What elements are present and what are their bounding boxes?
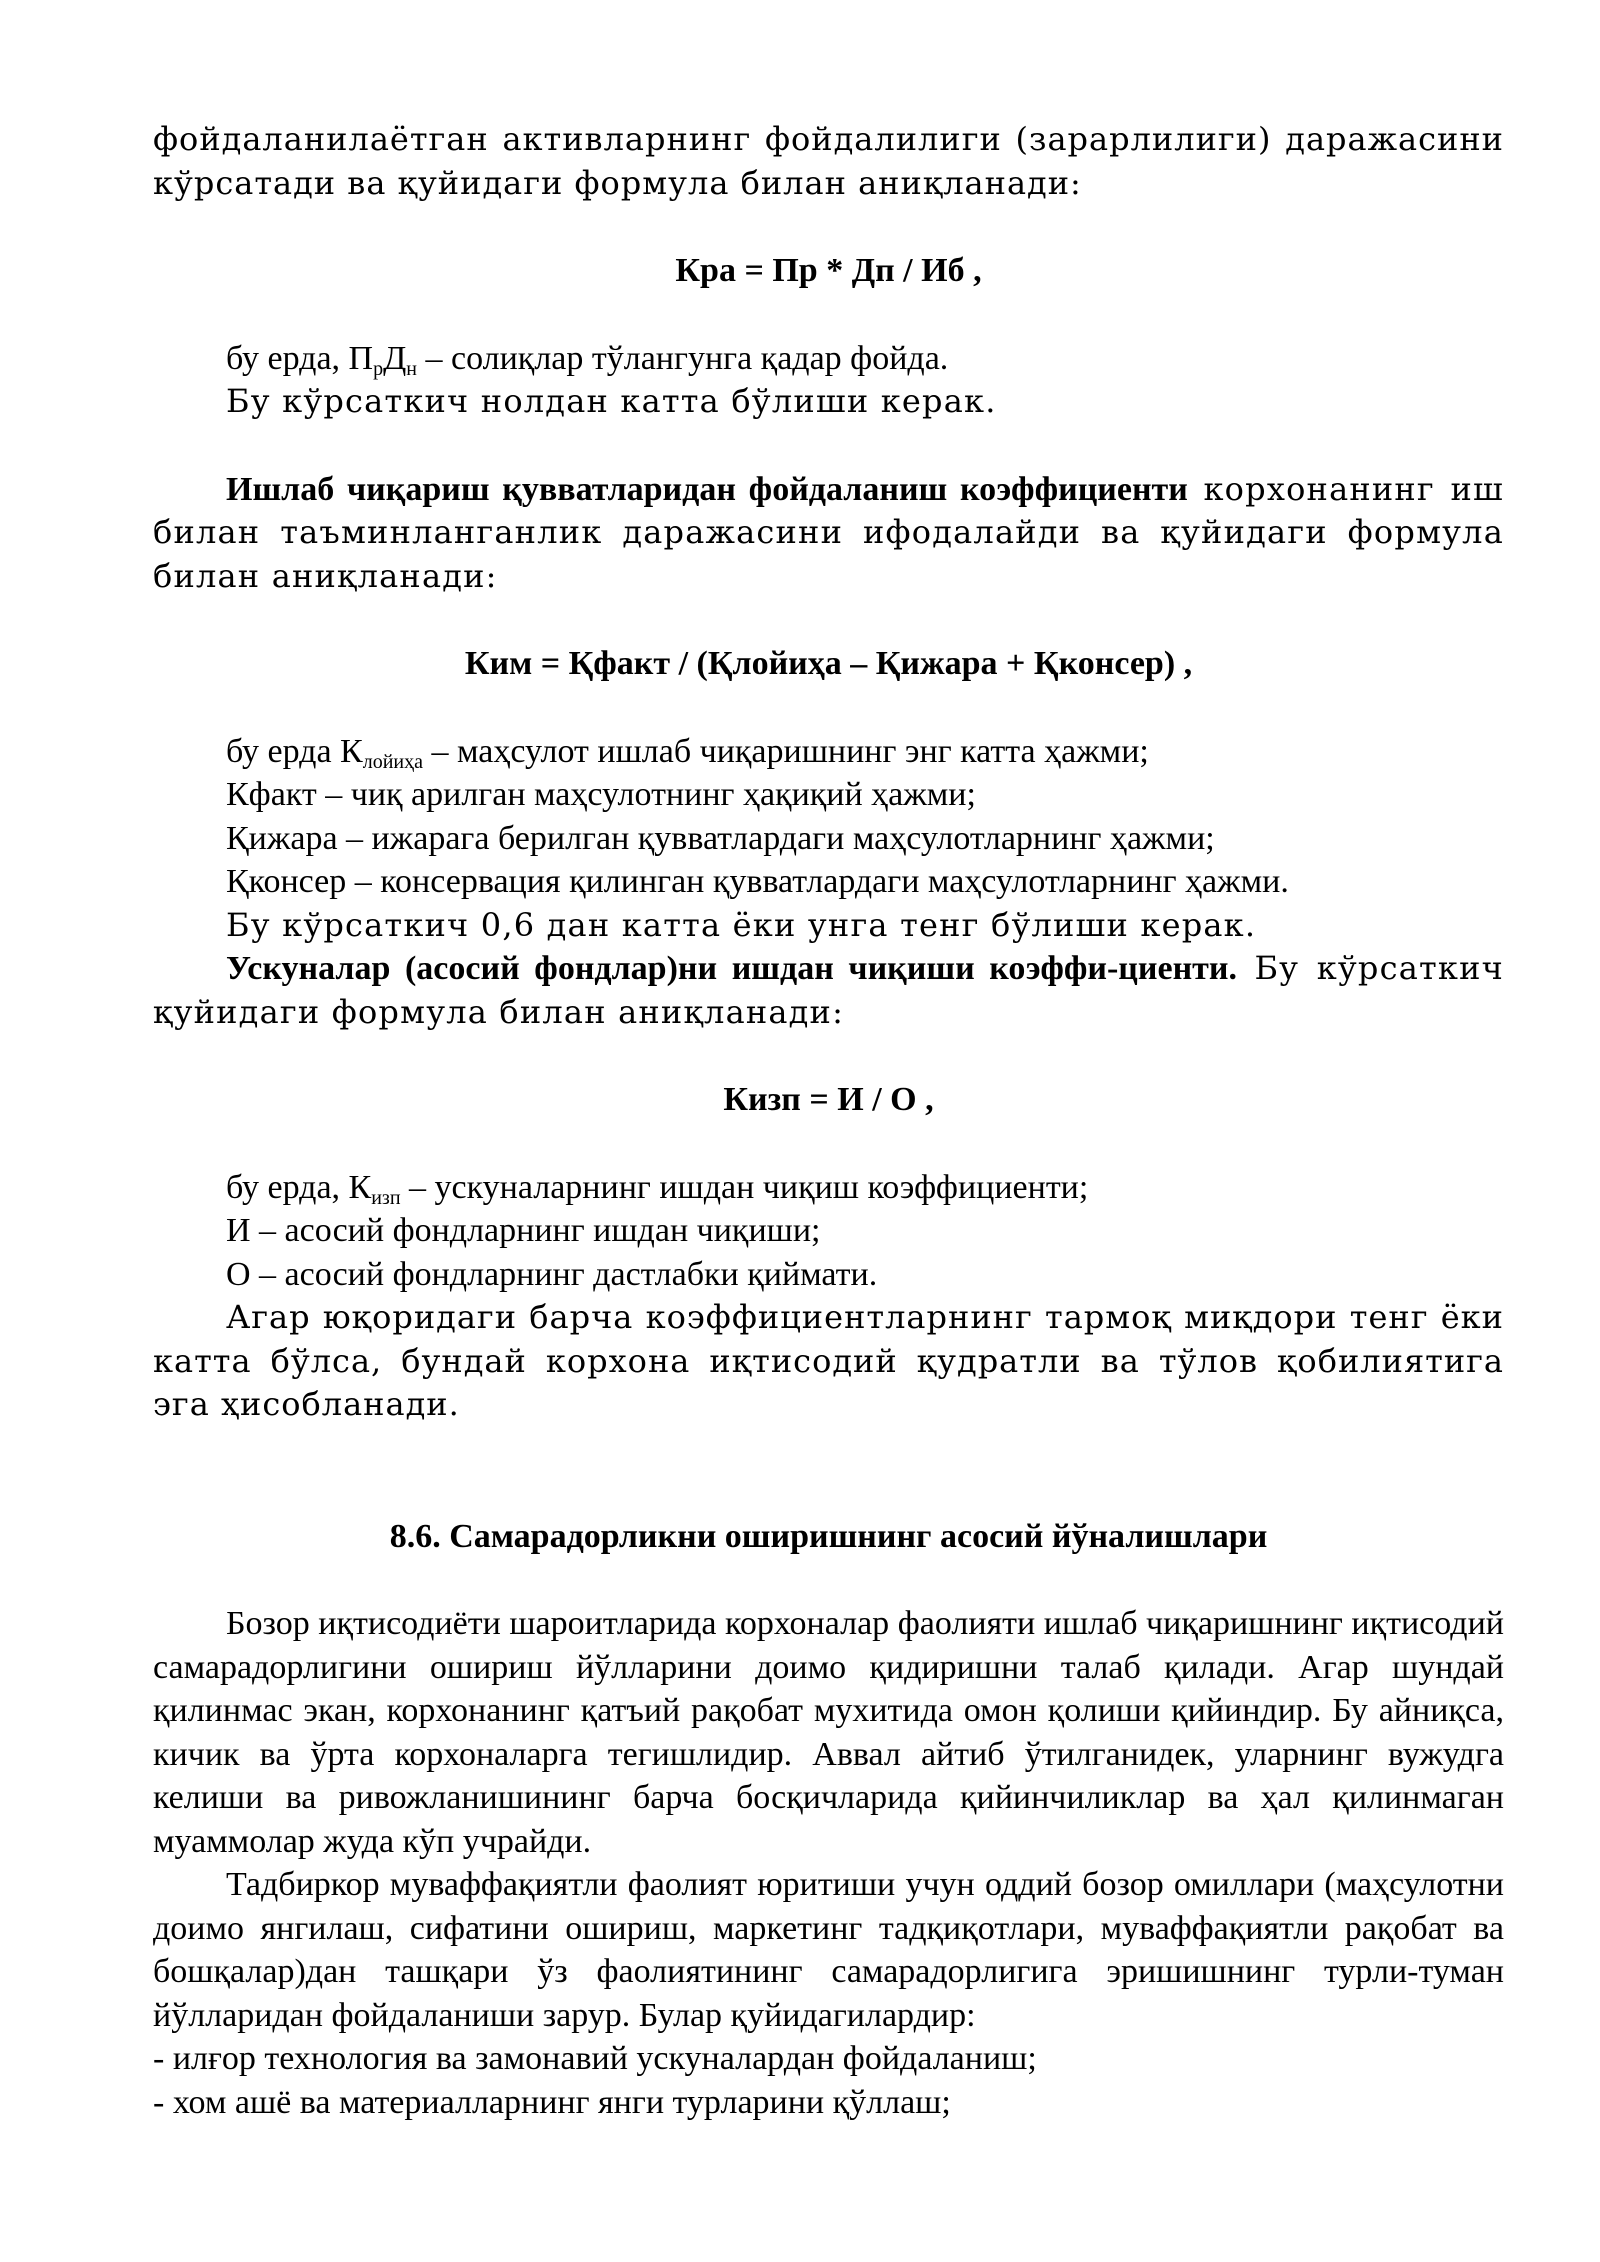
where-kfakt: Кфакт – чиқ арилган маҳсулотнинг ҳақиқий ҳажми;	[226, 776, 976, 813]
where-mid: Д	[383, 339, 407, 377]
term-wear-coefficient: Ускуналар (асосий фондлар)ни ишдан чиқиши коэффи-циенти.	[226, 950, 1237, 987]
formula-kra: Кра = Пр * Дп / Иб ,	[675, 252, 982, 289]
where-pre: бу ерда, П	[226, 339, 374, 377]
where-pre: бу ерда К	[226, 732, 363, 770]
where-post: – солиқлар тўлангунга қадар фойда.	[417, 339, 949, 377]
formula-kim: Ким = Қфакт / (Қлойиҳа – Қижара + Қконсер) ,	[464, 645, 1193, 682]
where-pre: бу ерда, К	[226, 1168, 372, 1206]
subscript: изп	[371, 1186, 401, 1209]
section-heading: 8.6. Самарадорликни оширишнинг асосий йўналишлари	[389, 1517, 1268, 1555]
list-item: - илғор технология ва замонавий ускуналардан фойдаланиш;	[153, 2040, 1037, 2077]
list-item: - хом ашё ва материалларнинг янги турларини қўллаш;	[153, 2083, 951, 2121]
paragraph-capacity	[153, 468, 1504, 599]
where-post: – ускуналарнинг ишдан чиқиш коэффициенти;	[400, 1168, 1089, 1206]
document-page	[153, 118, 1504, 2124]
condition-kra: Бу кўрсаткич нолдан катта бўлиши керак.	[226, 382, 997, 420]
paragraph-entrepreneur: Тадбиркор муваффақиятли фаолият юритиши учун оддий бозор омиллари (маҳсулотни доимо янгилаш, сифатини ошириш, маркетинг тадқиқотлари, муваффақиятли рақобат ва бошқалар)дан ташқари ўз фаолиятининг самарадорлигига эришишнинг турли-туман йўлларидан фойдаланиши зарур. Булар қуйидагилардир:	[153, 1866, 1504, 2034]
paragraph-wear	[153, 947, 1504, 1034]
paragraph-capacity-text: корхонанинг иш билан таъминланганлик даражасини ифодалайди ва қуйидаги формула билан аниқланади:	[153, 469, 1504, 595]
paragraph-conclusion: Агар юқоридаги барча коэффициентларнинг тармоқ миқдори тенг ёки катта бўлса, бундай корхона иқтисодий қудратли ва тўлов қобилиятига эга ҳисобланади.	[153, 1298, 1504, 1423]
paragraph-intro: фойдаланилаётган активларнинг фойдалилиги (зарарлилиги) даражасини кўрсатади ва қуйидаги формула билан аниқланади:	[153, 120, 1504, 202]
where-post: – маҳсулот ишлаб чиқаришнинг энг катта ҳажми;	[422, 732, 1149, 770]
paragraph-market: Бозор иқтисодиёти шароитларида корхоналар фаолияти ишлаб чиқаришнинг иқтисодий самарадорлигини ошириш йўлларини доимо қидиришни талаб қилади. Агар шундай қилинмас экан, корхонанинг қатъий рақобат мухитида омон қолиши қийиндир. Бу айниқса, кичик ва ўрта корхоналарга тегишлидир. Аввал айтиб ўтилганидек, уларнинг вужудга келиши ва ривожланишининг барча босқичларида қийинчиликлар ва ҳал қилинмаган муаммолар жуда кўп учрайди.	[153, 1605, 1504, 1860]
subscript: р	[373, 357, 384, 380]
where-line-kizp	[153, 1166, 1504, 1210]
term-capacity-coefficient: Ишлаб чиқариш қувватларидан фойдаланиш коэффициенти	[226, 470, 1188, 508]
where-line-kim	[153, 730, 1504, 774]
subscript: лойиҳа	[362, 750, 423, 773]
paragraph-wear-text: Бу кўрсаткич қуйидаги формула билан аниқланади:	[153, 949, 1504, 1031]
where-o: О – асосий фондларнинг дастлабки қиймати.	[226, 1255, 878, 1293]
condition-kim: Бу кўрсаткич 0,6 дан катта ёки унга тенг бўлиши керак.	[226, 905, 1257, 944]
subscript: н	[406, 357, 417, 380]
formula-kizp: Кизп = И / О ,	[723, 1081, 934, 1118]
where-line-kra	[153, 337, 1504, 381]
where-kijara: Қижара – ижарага берилган қувватлардаги маҳсулотларнинг ҳажми;	[226, 819, 1215, 857]
where-kkonser: Қконсер – консервация қилинган қувватлардаги маҳсулотларнинг ҳажми.	[226, 863, 1289, 900]
where-i: И – асосий фондларнинг ишдан чиқиши;	[226, 1212, 821, 1249]
